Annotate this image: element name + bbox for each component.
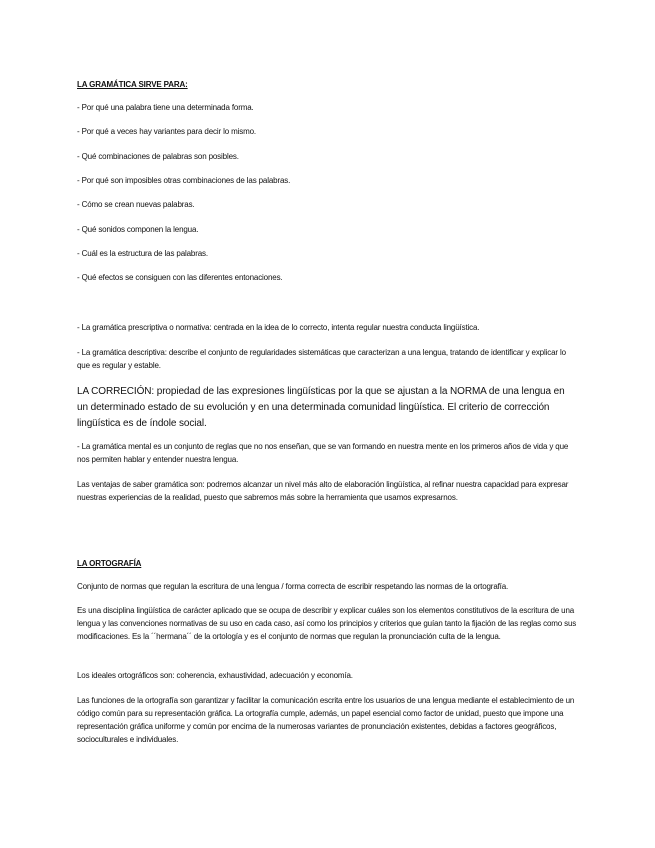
list-item: - Por qué son imposibles otras combinaciones de las palabras. [77, 176, 291, 185]
heading-gramatica: LA GRAMÁTICA SIRVE PARA: [77, 80, 188, 89]
paragraph-descriptiva: - La gramática descriptiva: describe el conjunto de regularidades sistemáticas que caracterizan a una lengua, tratando de identificar y explicar lo que es regular y estable. [77, 348, 566, 370]
paragraph-correccion: LA CORRECIÓN: propiedad de las expresiones lingüísticas por la que se ajustan a la NORMA de una lengua en un determinado estado de su evolución y en una determinada comunidad lingüística. El criterio de corrección lingüística es de índole social. [77, 386, 565, 429]
list-item: - Por qué a veces hay variantes para decir lo mismo. [77, 127, 256, 136]
list-item: - Cuál es la estructura de las palabras. [77, 249, 208, 258]
list-item: - Por qué una palabra tiene una determinada forma. [77, 103, 254, 112]
paragraph-funciones: Las funciones de la ortografía son garantizar y facilitar la comunicación escrita entre los usuarios de una lengua mediante el establecimiento de un código común para su representación gráfica. La ortografía cumple, además, un papel esencial como factor de unidad, puesto que impone una representación gráfica uniforme y común por encima de la numerosas variantes de pronunciación existentes, debidas a factores geográficos, socioculturales e individuales. [77, 696, 575, 744]
paragraph-ideales: Los ideales ortográficos son: coherencia, exhaustividad, adecuación y economía. [77, 671, 353, 680]
paragraph-prescriptiva: - La gramática prescriptiva o normativa: centrada en la idea de lo correcto, intenta regular nuestra conducta lingüística. [77, 323, 480, 332]
list-item: - Qué sonidos componen la lengua. [77, 225, 199, 234]
list-item: - Qué combinaciones de palabras son posibles. [77, 152, 239, 161]
paragraph-ventajas: Las ventajas de saber gramática son: podremos alcanzar un nivel más alto de elaboración lingüística, al refinar nuestra capacidad para expresar nuestras experiencias de la realidad, puesto que sabremos más sobre la herramienta que usamos expresarnos. [77, 480, 569, 502]
list-item: - Cómo se crean nuevas palabras. [77, 200, 195, 209]
heading-ortografia: LA ORTOGRAFÍA [77, 559, 142, 568]
paragraph-definicion: Conjunto de normas que regulan la escritura de una lengua / forma correcta de escribir respetando las normas de la ortografía. [77, 582, 509, 591]
paragraph-disciplina: Es una disciplina lingüística de carácter aplicado que se ocupa de describir y explicar cuáles son los elementos constitutivos de la escritura de una lengua y las convenciones normativas de su uso en cada caso, así como los principios y criterios que guían tanto la fijación de las reglas como sus modificaciones. Es la ´´hermana´´ de la ortología y es el conjunto de normas que regulan la pronunciación culta de la lengua. [77, 606, 577, 641]
list-item: - Qué efectos se consiguen con las diferentes entonaciones. [77, 273, 283, 282]
paragraph-gramatica-mental: - La gramática mental es un conjunto de reglas que no nos enseñan, que se van formando en nuestra mente en los primeros años de vida y que nos permiten hablar y entender nuestra lengua. [77, 442, 569, 464]
